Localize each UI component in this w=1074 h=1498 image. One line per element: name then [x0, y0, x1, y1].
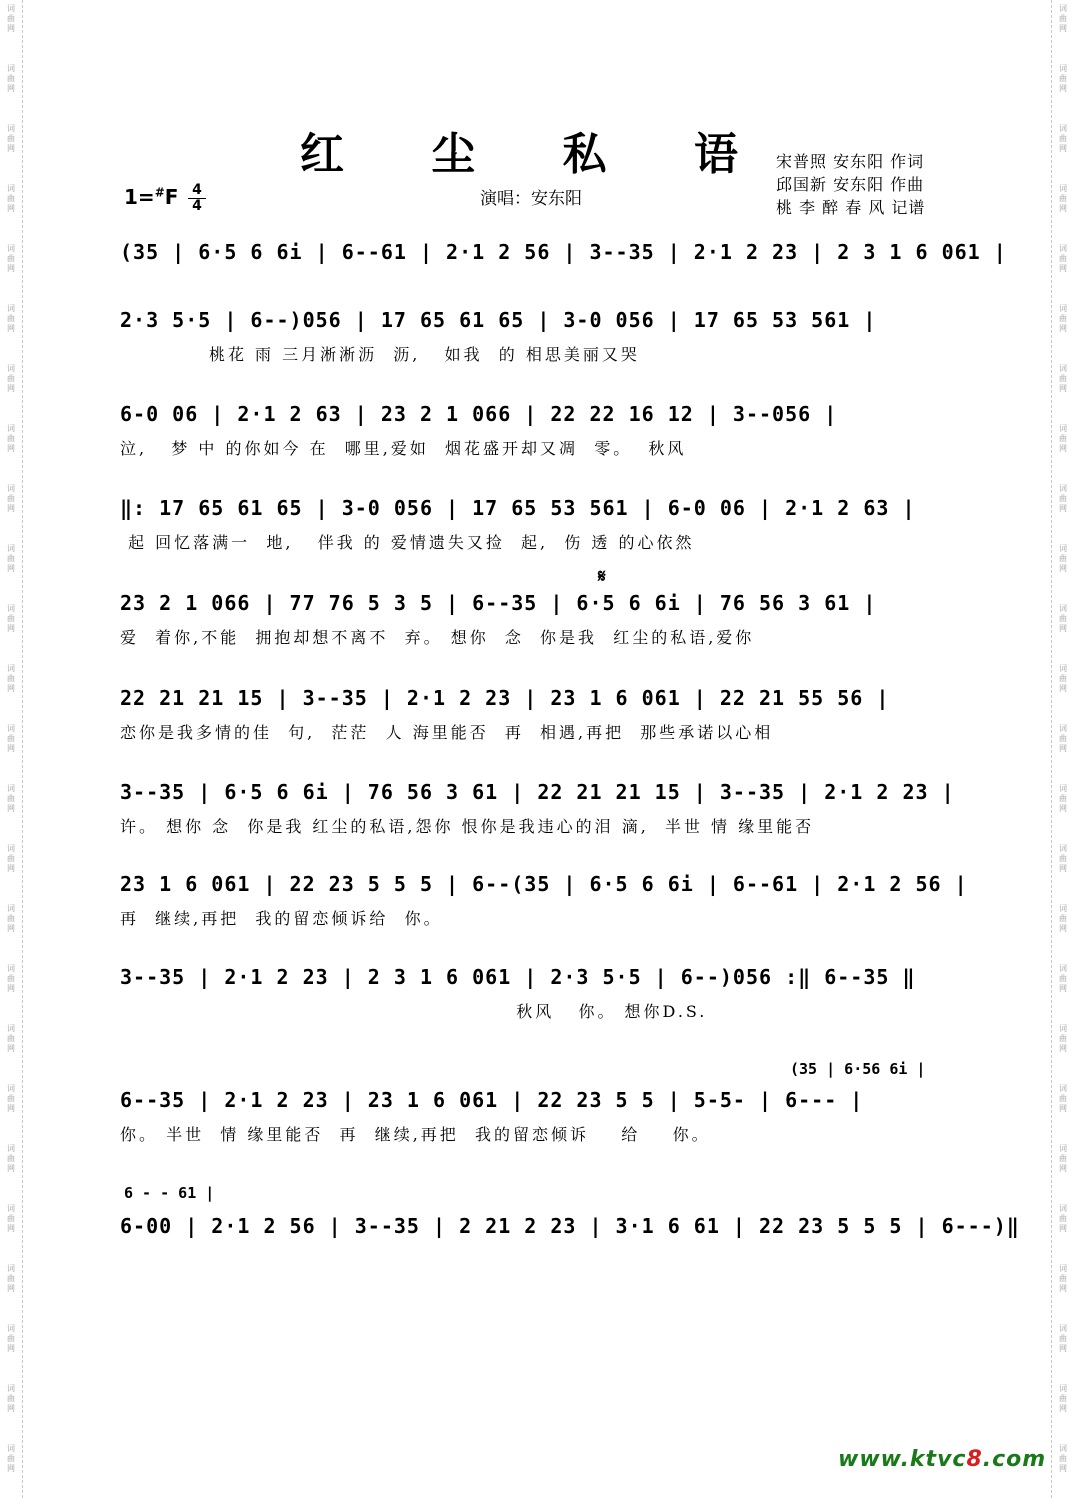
- watermark-text: 词 曲 网: [7, 904, 15, 933]
- watermark-text: 词 曲 网: [7, 544, 15, 573]
- singer-line: 演唱：安东阳: [480, 189, 582, 209]
- watermark-text: 词 曲 网: [1059, 1144, 1067, 1173]
- watermark-text: 词 曲 网: [7, 124, 15, 153]
- watermark-text: 词 曲 网: [7, 1084, 15, 1113]
- watermark-text: 词 曲 网: [7, 184, 15, 213]
- time-signature-top: 4: [192, 182, 202, 198]
- watermark-text: 词 曲 网: [7, 1144, 15, 1173]
- song-title: 红 尘 私 语: [300, 129, 774, 180]
- notation-line: 23 2 1 066 | 77 76 5 3 5 | 6--35 | 6·5 6 6i | 76 56 3 61 |: [120, 591, 877, 615]
- watermark-text: 词 曲 网: [1059, 484, 1067, 513]
- watermark-text: 词 曲 网: [1059, 424, 1067, 453]
- lyric-line: 桃花 雨 三月淅淅沥 沥, 如我 的 相思美丽又哭: [120, 345, 640, 364]
- credits-block: [776, 150, 925, 219]
- watermark-text: 词 曲 网: [1059, 664, 1067, 693]
- key-prefix: 1=: [124, 185, 155, 209]
- watermark-text: 词 曲 网: [7, 964, 15, 993]
- watermark-text: 词 曲 网: [1059, 604, 1067, 633]
- notation-line: 3--35 | 2·1 2 23 | 2 3 1 6 061 | 2·3 5·5 | 6--)056 :‖ 6--35 ‖: [120, 965, 916, 989]
- watermark-text: 词 曲 网: [1059, 1024, 1067, 1053]
- watermark-text: 词 曲 网: [7, 1384, 15, 1413]
- lyricist-credit: 宋普照 安东阳 作词: [776, 152, 925, 171]
- watermark-text: 词 曲 网: [1059, 364, 1067, 393]
- watermark-text: 词 曲 网: [1059, 1384, 1067, 1413]
- alt-ending-lower: 6 - - 61 |: [124, 1184, 215, 1202]
- composer-credit: 邱国新 安东阳 作曲: [776, 175, 925, 194]
- segno-icon: 𝄋: [598, 566, 606, 587]
- site-logo: [838, 1447, 1046, 1472]
- notation-line: 22 21 21 15 | 3--35 | 2·1 2 23 | 23 1 6 061 | 22 21 55 56 |: [120, 686, 890, 710]
- watermark-text: 词 曲 网: [7, 784, 15, 813]
- watermark-text: 词 曲 网: [7, 4, 15, 33]
- watermark-text: 词 曲 网: [1059, 244, 1067, 273]
- watermark-text: 词 曲 网: [7, 724, 15, 753]
- key-note: F: [164, 185, 179, 209]
- watermark-text: 词 曲 网: [1059, 544, 1067, 573]
- watermark-text: 词 曲 网: [1059, 1264, 1067, 1293]
- watermark-text: 词 曲 网: [7, 1024, 15, 1053]
- transcriber-credit: 桃 李 醉 春 风 记谱: [776, 198, 926, 217]
- lyric-line: 爱 着你,不能 拥抱却想不离不 弃。 想你 念 你是我 红尘的私语,爱你: [120, 628, 755, 647]
- watermark-text: 词 曲 网: [7, 1324, 15, 1353]
- watermark-text: 词 曲 网: [7, 484, 15, 513]
- watermark-text: 词 曲 网: [7, 604, 15, 633]
- watermark-text: 词 曲 网: [7, 364, 15, 393]
- watermark-text: 词 曲 网: [1059, 1444, 1067, 1473]
- alt-ending-upper: (35 | 6·56 6i |: [790, 1060, 926, 1078]
- notation-line: 2·3 5·5 | 6--)056 | 17 65 61 65 | 3-0 056 | 17 65 53 561 |: [120, 308, 877, 332]
- notation-line: 3--35 | 6·5 6 6i | 76 56 3 61 | 22 21 21 15 | 3--35 | 2·1 2 23 |: [120, 780, 955, 804]
- time-signature-bottom: 4: [188, 198, 206, 214]
- watermark-text: 词 曲 网: [1059, 724, 1067, 753]
- key-signature: [124, 185, 178, 209]
- watermark-text: 词 曲 网: [7, 844, 15, 873]
- lyric-line: 再 继续,再把 我的留恋倾诉给 你。: [120, 909, 443, 928]
- site-highlight: 8: [966, 1447, 983, 1472]
- watermark-text: 词 曲 网: [1059, 904, 1067, 933]
- watermark-text: 词 曲 网: [1059, 304, 1067, 333]
- watermark-text: 词 曲 网: [1059, 1084, 1067, 1113]
- lyric-line: 你。 半世 情 缘里能否 再 继续,再把 我的留恋倾诉 给 你。: [120, 1125, 711, 1144]
- watermark-text: 词 曲 网: [7, 664, 15, 693]
- notation-line: 6-00 | 2·1 2 56 | 3--35 | 2 21 2 23 | 3·1 6 61 | 22 23 5 5 5 | 6---)‖: [120, 1214, 1020, 1238]
- sharp-symbol: #: [154, 185, 165, 200]
- notation-line: 23 1 6 061 | 22 23 5 5 5 | 6--(35 | 6·5 6 6i | 6--61 | 2·1 2 56 |: [120, 872, 968, 896]
- watermark-text: 词 曲 网: [1059, 964, 1067, 993]
- watermark-text: 词 曲 网: [7, 1444, 15, 1473]
- watermark-text: 词 曲 网: [1059, 124, 1067, 153]
- notation-line: ‖: 17 65 61 65 | 3-0 056 | 17 65 53 561 | 6-0 06 | 2·1 2 63 |: [120, 496, 916, 520]
- watermark-text: 词 曲 网: [7, 1204, 15, 1233]
- site-prefix: www.ktvc: [838, 1447, 967, 1472]
- watermark-text: 词 曲 网: [1059, 1204, 1067, 1233]
- notation-line: 6--35 | 2·1 2 23 | 23 1 6 061 | 22 23 5 5 | 5-5- | 6--- |: [120, 1088, 864, 1112]
- watermark-text: 词 曲 网: [7, 244, 15, 273]
- watermark-text: 词 曲 网: [1059, 844, 1067, 873]
- watermark-text: 词 曲 网: [7, 424, 15, 453]
- right-watermark-strip: [1051, 0, 1074, 1498]
- watermark-text: 词 曲 网: [1059, 784, 1067, 813]
- notation-line: 6-0 06 | 2·1 2 63 | 23 2 1 066 | 22 22 16 12 | 3--056 |: [120, 402, 838, 426]
- site-suffix: .com: [982, 1447, 1047, 1472]
- watermark-text: 词 曲 网: [1059, 1324, 1067, 1353]
- watermark-text: 词 曲 网: [1059, 64, 1067, 93]
- watermark-text: 词 曲 网: [1059, 4, 1067, 33]
- watermark-text: 词 曲 网: [7, 64, 15, 93]
- watermark-text: 词 曲 网: [1059, 184, 1067, 213]
- lyric-line: 许。 想你 念 你是我 红尘的私语,怨你 恨你是我违心的泪 滴, 半世 情 缘里能否: [120, 817, 815, 836]
- watermark-text: 词 曲 网: [7, 304, 15, 333]
- lyric-line: 起 回忆落满一 地, 伴我 的 爱情遗失又捡 起, 伤 透 的心依然: [120, 533, 695, 552]
- watermark-text: 词 曲 网: [7, 1264, 15, 1293]
- notation-line: (35 | 6·5 6 6i | 6--61 | 2·1 2 56 | 3--35 | 2·1 2 23 | 2 3 1 6 061 |: [120, 240, 1007, 264]
- left-watermark-strip: [0, 0, 23, 1498]
- lyric-line: 泣, 梦 中 的你如今 在 哪里,爱如 烟花盛开却又凋 零。 秋风: [120, 439, 687, 458]
- lyric-line: 恋你是我多情的佳 句, 茫茫 人 海里能否 再 相遇,再把 那些承诺以心相: [120, 723, 774, 742]
- lyric-line: 秋风 你。 想你D.S.: [120, 1002, 708, 1021]
- time-signature: [188, 183, 206, 214]
